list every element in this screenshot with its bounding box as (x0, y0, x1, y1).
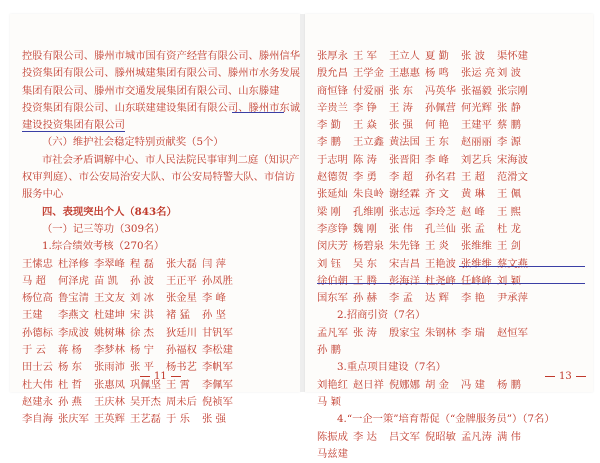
person-name: 付爱丽 (353, 84, 384, 97)
person-name: 朱钢林 (425, 326, 456, 339)
name-row (317, 394, 589, 411)
person-name: 张运 亮 (461, 67, 496, 80)
person-name: 倪昭敏 (425, 430, 456, 443)
person-name: 王 熙 (497, 205, 521, 218)
name-row (22, 342, 294, 359)
person-name: 孙 波 (130, 274, 154, 287)
name-row (317, 186, 589, 203)
page-dash-left (140, 376, 150, 377)
person-name: 朱良岭 (353, 188, 384, 201)
person-name: 李 峰 (202, 292, 226, 305)
person-name: 殷家宝 (389, 326, 420, 339)
person-name: 商恒锋 (317, 84, 348, 97)
person-name: 刘艳红 (317, 378, 348, 391)
person-name: 赵建永 (22, 395, 53, 408)
person-name: 杜 龙 (497, 222, 521, 235)
person-name: 于志明 (317, 153, 348, 166)
person-name: 徐伯朝 (317, 274, 348, 287)
person-name: 李 瑞 (461, 326, 485, 339)
person-name: 王英辉 (94, 413, 125, 426)
person-name: 赵德贺 (317, 171, 348, 184)
person-name: 张 强 (389, 119, 413, 132)
person-name: 吴 东 (353, 257, 377, 270)
investment-heading: 2.招商引资（7名） (337, 309, 426, 322)
award-line-1: 市社会矛盾调解中心、市人民法院民事审判二庭（知识产 (42, 153, 300, 166)
person-name: 渠怀建 (497, 50, 528, 62)
name-row (317, 152, 589, 169)
person-name: 于 乐 (166, 413, 190, 426)
person-name: 赵 峰 (461, 205, 485, 218)
person-name: 徐 杰 (130, 326, 154, 339)
person-name: 杨碧泉 (353, 240, 384, 253)
person-name: 孙 鹏 (317, 344, 341, 357)
name-row (317, 429, 589, 446)
person-name: 李成波 (58, 326, 89, 339)
person-name: 陈 涛 (353, 153, 377, 166)
sub-heading-b: 1.综合绩效考核（270名） (42, 240, 165, 253)
person-name: 李 峰 (425, 153, 449, 166)
person-name: 马 超 (22, 274, 46, 287)
person-name: 何 艳 (425, 119, 449, 132)
person-name: 李 鹏 (317, 136, 341, 149)
person-name: 黄法国 (389, 136, 420, 149)
person-name: 王 超 (461, 171, 485, 184)
person-name: 王 焱 (353, 119, 377, 132)
service-heading: 4.“一企一策”培育帮促（“金牌服务员”）（7名） (337, 413, 555, 426)
name-row (317, 446, 589, 463)
person-name: 梁 刚 (317, 205, 341, 218)
person-name: 王正平 (166, 274, 197, 287)
person-name: 陈振成 (317, 430, 348, 443)
person-name: 蔡文燕 (497, 257, 528, 270)
page-number-text: 13 (559, 371, 572, 382)
person-name: 张 静 (497, 101, 521, 114)
person-name: 黄 琳 (461, 188, 485, 201)
person-name: 闵庆芳 (317, 240, 348, 253)
name-row (317, 65, 589, 82)
person-name: 张福毅 (461, 84, 492, 97)
person-name: 张庆军 (58, 413, 89, 426)
person-name: 刘 波 (497, 67, 521, 80)
person-name: 李 勇 (353, 171, 377, 184)
person-name: 孟凡军 (317, 326, 348, 339)
person-name: 王 涛 (389, 101, 413, 114)
person-name: 赵日祥 (353, 378, 384, 391)
person-name: 王 炎 (425, 240, 449, 253)
person-name: 张 波 (461, 50, 485, 62)
left-name-list (22, 256, 294, 429)
name-row (22, 273, 294, 290)
name-row (317, 134, 589, 151)
person-name: 倪祯军 (202, 395, 233, 408)
person-name: 王建平 (461, 119, 492, 132)
person-name: 张 东 (389, 84, 413, 97)
company-line-5-text: 建设投资集团有限公司 (22, 119, 125, 132)
person-name: 马 颖 (317, 395, 341, 408)
name-row (317, 169, 589, 186)
stability-award-heading: （六）维护社会稳定特别贡献奖（5个） (42, 136, 224, 149)
person-name: 程 磊 (130, 257, 154, 270)
person-name: 冯英华 (425, 84, 456, 97)
person-name: 何光辉 (461, 101, 492, 114)
person-name: 张宗刚 (497, 84, 528, 97)
person-name: 褚 猛 (166, 309, 190, 322)
sub-heading-a: （一）记三等功（309名） (42, 222, 165, 235)
person-name: 张金星 (166, 292, 197, 305)
person-name: 张 伟 (389, 222, 413, 235)
name-row (22, 307, 294, 324)
person-name: 孔维刚 (353, 205, 384, 218)
person-name: 周未后 (166, 395, 197, 408)
service-name-list (317, 429, 589, 463)
right-name-list (317, 48, 589, 307)
person-name: 谢经霖 (389, 188, 420, 201)
person-name: 宋海波 (497, 153, 528, 166)
name-row (317, 325, 589, 342)
investment-name-list (317, 325, 589, 360)
person-name: 孙名君 (425, 171, 456, 184)
page-dash-right (576, 376, 586, 377)
company-line-2: 投资集团有限公司、滕州城建集团有限公司、滕州市水务发展 (22, 67, 301, 80)
person-name: 王艺磊 (130, 413, 161, 426)
name-row (317, 238, 589, 255)
person-name: 张厚永 (317, 50, 348, 62)
person-name: 孙福权 (166, 344, 197, 357)
person-name: 张志远 (389, 205, 420, 218)
person-name: 王 军 (353, 50, 377, 62)
person-name: 杨 宁 (130, 344, 154, 357)
person-name: 杨 东 (58, 361, 82, 374)
person-name: 李梦林 (94, 344, 125, 357)
name-row (317, 117, 589, 134)
person-name: 狄廷川 (166, 326, 197, 339)
person-name: 王文友 (94, 292, 125, 305)
person-name: 闫 萍 (202, 257, 226, 270)
person-name: 杨 鹏 (497, 378, 521, 391)
person-name: 何泽虎 (58, 274, 89, 287)
name-row (317, 204, 589, 221)
name-row (317, 290, 589, 307)
person-name: 张晋阳 (389, 153, 420, 166)
person-name: 姚树琳 (94, 326, 125, 339)
person-name: 李翠峰 (94, 257, 125, 270)
person-name: 杜建坤 (94, 309, 125, 322)
person-name: 李 孟 (389, 292, 413, 305)
person-name: 甘钒军 (202, 326, 233, 339)
person-name: 倪娜娜 (389, 378, 420, 391)
right-page-body (317, 48, 589, 463)
person-name: 吕文军 (389, 430, 420, 443)
person-name: 张大磊 (166, 257, 197, 270)
person-name: 张维维 (461, 240, 492, 253)
person-name: 张 孟 (461, 222, 485, 235)
section-heading: 四、表现突出个人（843名） (42, 205, 177, 218)
company-line-3: 集团有限公司、滕州市交通发展集团有限公司、山东滕建 (22, 84, 280, 97)
person-name: 蒋 杨 (58, 344, 82, 357)
name-row (22, 394, 294, 411)
person-name: 赵恒军 (497, 326, 528, 339)
person-name: 孙凤胜 (202, 274, 233, 287)
person-name: 李燕文 (58, 309, 89, 322)
person-name: 王 腾 (353, 274, 377, 287)
person-name: 孙 燕 (58, 395, 82, 408)
person-name: 孙 赫 (353, 292, 377, 305)
person-name: 田士云 (22, 361, 53, 374)
person-name: 蔡 鹏 (497, 119, 521, 132)
person-name: 王 佩 (497, 188, 521, 201)
person-name: 李玲芝 (425, 205, 456, 218)
person-name: 苗 凯 (94, 274, 118, 287)
name-row (22, 290, 294, 307)
person-name: 吴开杰 (130, 395, 161, 408)
person-name: 王立鑫 (353, 136, 384, 149)
person-name: 王立人 (389, 50, 420, 62)
name-row (22, 256, 294, 273)
person-name: 魏 刚 (353, 222, 377, 235)
person-name: 赵丽丽 (461, 136, 492, 149)
person-name: 殷允昌 (317, 67, 348, 80)
name-row (22, 411, 294, 428)
person-name: 于 云 (22, 344, 46, 357)
person-name: 孟凡涛 (461, 430, 492, 443)
person-name: 彭海洋 (389, 274, 420, 287)
person-name: 范滑文 (497, 171, 528, 184)
person-name: 刘艺兵 (461, 153, 492, 166)
person-name: 王 霄 (166, 378, 190, 391)
left-page-number (140, 371, 181, 382)
person-name: 李自海 (22, 413, 53, 426)
person-name: 张延灿 (317, 188, 348, 201)
person-name: 张 涛 (353, 326, 377, 339)
highlight-underline-1 (459, 266, 585, 267)
person-name: 李 超 (389, 171, 413, 184)
person-name: 杜泽修 (58, 257, 89, 270)
person-name: 王 东 (425, 136, 449, 149)
page-dash-left (545, 376, 555, 377)
person-name: 马兹建 (317, 447, 348, 460)
person-name: 李松建 (202, 344, 233, 357)
person-name: 李 源 (497, 136, 521, 149)
person-name: 李 艳 (461, 292, 485, 305)
company-line-5 (22, 117, 294, 134)
page-number-text: 11 (154, 371, 167, 382)
person-name: 任峰峰 (461, 274, 492, 287)
person-name: 尹承萍 (497, 292, 528, 305)
highlight-underline-2 (317, 283, 585, 284)
person-name: 齐 文 (425, 188, 449, 201)
person-name: 张 强 (202, 413, 226, 426)
person-name: 李 达 (353, 430, 377, 443)
person-name: 孔兰仙 (425, 222, 456, 235)
person-name: 刘 冰 (130, 292, 154, 305)
underline-mark (232, 112, 284, 113)
person-name: 杨位高 (22, 292, 53, 305)
person-name: 杨 鸣 (425, 67, 449, 80)
person-name: 满 伟 (497, 430, 521, 443)
person-name: 朱先锋 (389, 240, 420, 253)
person-name: 辛贵兰 (317, 101, 348, 114)
person-name: 王建 (22, 309, 43, 322)
person-name: 孙佩营 (425, 101, 456, 114)
person-name: 达 辉 (425, 292, 449, 305)
person-name: 李彦铮 (317, 222, 348, 235)
person-name: 杜大伟 (22, 378, 53, 391)
person-name: 张维维 (461, 257, 492, 270)
person-name: 巩佩坚 (130, 378, 161, 391)
person-name: 李 勤 (317, 119, 341, 132)
person-name: 张惠凤 (94, 378, 125, 391)
name-row (317, 342, 589, 359)
person-name: 冯 建 (461, 378, 485, 391)
person-name: 孙 坚 (202, 309, 226, 322)
name-row (317, 221, 589, 238)
project-heading: 3.重点项目建设（7名） (337, 361, 447, 374)
person-name: 宋吉昌 (389, 257, 420, 270)
person-name: 杨书艺 (166, 361, 197, 374)
person-name: 夏 勤 (425, 50, 449, 62)
right-page-number (545, 371, 586, 382)
name-row (317, 48, 589, 65)
person-name: 胡 金 (425, 378, 449, 391)
person-name: 杜 哲 (58, 378, 82, 391)
right-page (305, 14, 593, 460)
person-name: 刘 钰 (317, 257, 341, 270)
left-page (10, 14, 301, 426)
person-name: 王庆林 (94, 395, 125, 408)
person-name: 宋 洪 (130, 309, 154, 322)
name-row (317, 273, 589, 290)
company-line-4: 投资集团有限公司、山东联建建设集团有限公司、滕州市东诚 (22, 101, 301, 114)
page-dash-right (171, 376, 181, 377)
person-name: 王学金 (353, 67, 384, 80)
person-name: 张 平 (130, 361, 154, 374)
person-name: 国东军 (317, 292, 348, 305)
person-name: 张雨沛 (94, 361, 125, 374)
person-name: 刘 颖 (497, 274, 521, 287)
person-name: 王惠惠 (389, 67, 420, 80)
person-name: 王 剑 (497, 240, 521, 253)
person-name: 王愫忠 (22, 257, 53, 270)
person-name: 李帆军 (202, 361, 233, 374)
award-line-2: 权审判庭）、市公安局治安大队、市公安局特警大队、市信访 (22, 171, 295, 184)
person-name: 杜尧峰 (425, 274, 456, 287)
person-name: 孙德标 (22, 326, 53, 339)
name-row (317, 83, 589, 100)
person-name: 李 铮 (353, 101, 377, 114)
person-name: 李佩军 (202, 378, 233, 391)
company-line-1: 控股有限公司、滕州市城市国有资产经营有限公司、滕州信华 (22, 50, 301, 62)
award-line-3: 服务中心 (22, 188, 64, 201)
name-row (317, 100, 589, 117)
person-name: 鲁宝清 (58, 292, 89, 305)
person-name: 王艳波 (425, 257, 456, 270)
name-row (22, 325, 294, 342)
name-row (317, 256, 589, 273)
